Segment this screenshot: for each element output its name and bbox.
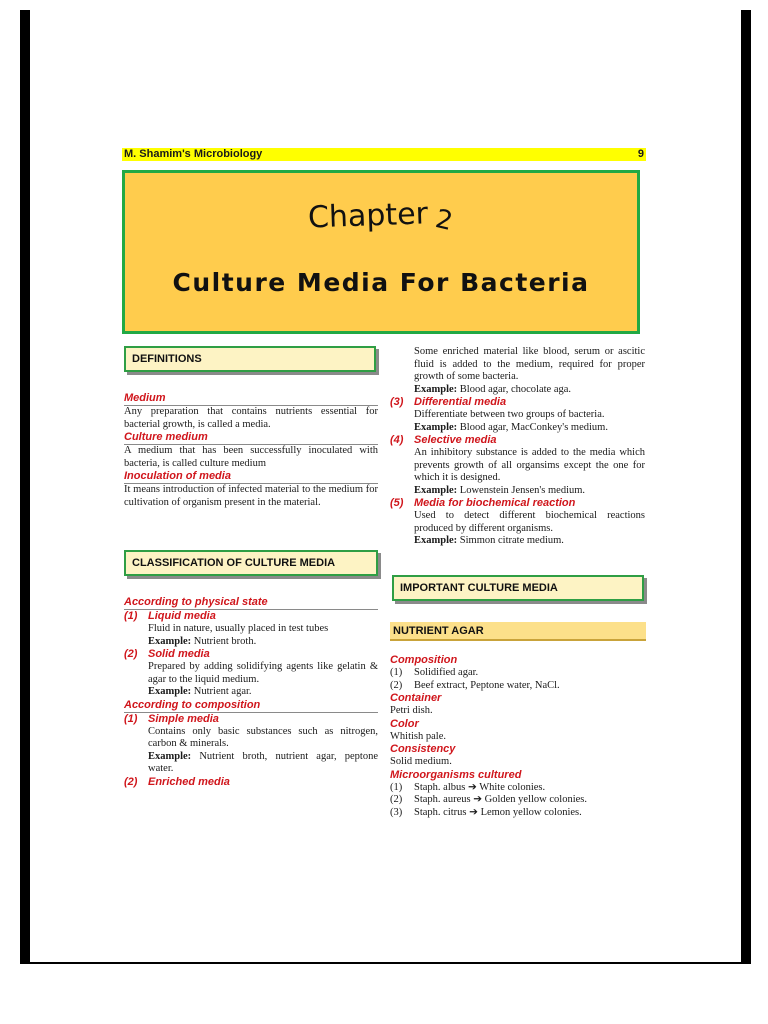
biochemical-media-text: Used to detect different biochemical reactions produced by different organisms.	[414, 510, 645, 534]
consistency-text: Solid medium.	[390, 756, 452, 767]
microorganism-result: Lemon yellow colonies.	[480, 806, 582, 818]
running-header	[122, 148, 646, 161]
biochemical-media-heading	[390, 497, 645, 510]
biochemical-media-example	[390, 535, 645, 548]
solid-media-example	[124, 686, 378, 699]
composition-item	[390, 680, 645, 693]
differential-media-example	[390, 422, 645, 435]
selective-media-heading	[390, 434, 645, 447]
microorganism-num: (2)	[390, 794, 403, 805]
inoculation-text: It means introduction of infected material to the medium for cultivation of organism present in the material.	[124, 484, 378, 508]
differential-media-label: Differential media	[414, 396, 507, 408]
composition-item	[390, 667, 645, 680]
page-border-right	[741, 10, 751, 964]
microorganism-result: Golden yellow colonies.	[484, 794, 587, 805]
book-title: M. Shamim's Microbiology	[124, 148, 263, 160]
simple-example-value: Nutrient broth, nutrient agar, peptone water.	[148, 750, 378, 774]
selective-media-num: (4)	[390, 434, 404, 446]
microorganism-item	[390, 782, 645, 795]
liquid-example-value: Nutrient broth.	[191, 635, 257, 647]
solid-media-heading	[124, 648, 378, 661]
enriched-media-num: (2)	[124, 775, 138, 788]
enriched-media-text: Some enriched material like blood, serum or ascitic fluid is added to the medium, required for proper growth of some bacteria.	[414, 346, 645, 382]
arrow-icon: ➔	[473, 794, 483, 805]
liquid-media-text: Fluid in nature, usually placed in test tubes	[148, 623, 329, 634]
selective-media-text: An inhibitory substance is added to the media which prevents growth of all organsims except the one for which it is designed.	[414, 447, 645, 483]
chapter-number: 2	[432, 204, 456, 238]
nutrient-agar-title: NUTRIENT AGAR	[390, 622, 646, 641]
composition-item-num: (2)	[390, 679, 403, 691]
composition-item-text: Solidified agar.	[414, 667, 479, 678]
simple-media-heading	[124, 713, 378, 726]
selective-media-label: Selective media	[414, 434, 497, 446]
composition-heading: According to composition	[124, 699, 378, 713]
composition-item-text: Beef extract, Peptone water, NaCl.	[414, 679, 560, 691]
microorganism-name: Staph. albus	[414, 781, 466, 793]
color-text: Whitish pale.	[390, 730, 446, 742]
enriched-media-heading	[124, 776, 378, 789]
culture-medium-heading: Culture medium	[124, 431, 378, 445]
simple-media-text: Contains only basic substances such as nitrogen, carbon & minerals.	[148, 725, 378, 749]
microorganisms-heading: Microorganisms cultured	[390, 768, 522, 781]
solid-media-label: Solid media	[148, 648, 210, 660]
medium-heading: Medium	[124, 392, 378, 406]
microorganism-name: Staph. aureus	[414, 794, 471, 805]
color-heading: Color	[390, 717, 419, 730]
solid-example-label: Example:	[148, 686, 192, 697]
solid-media-text: Prepared by adding solidifying agents like gelatin & agar to the liquid medium.	[148, 661, 378, 685]
definitions-section	[124, 392, 378, 509]
biochemical-example-value: Simmon citrate medium.	[457, 535, 564, 546]
differential-example-label: Example:	[414, 421, 458, 433]
simple-example-label: Example:	[148, 750, 192, 762]
solid-example-value: Nutrient agar.	[191, 686, 252, 697]
differential-media-heading	[390, 396, 645, 409]
liquid-media-heading	[124, 610, 378, 623]
definitions-box: DEFINITIONS	[124, 346, 376, 372]
page-border-left	[20, 10, 30, 964]
composition-subheading: Composition	[390, 654, 458, 666]
composition-continued	[390, 346, 645, 548]
simple-media-num: (1)	[124, 712, 138, 725]
page-number: 9	[637, 148, 644, 160]
chapter-word: Chapter	[307, 196, 429, 236]
differential-example-value: Blood agar, MacConkey's medium.	[457, 421, 608, 433]
biochemical-media-num: (5)	[390, 497, 404, 509]
microorganism-name: Staph. citrus	[414, 806, 467, 818]
biochemical-media-label: Media for biochemical reaction	[414, 497, 576, 509]
composition-item-num: (1)	[390, 667, 403, 678]
differential-media-text: Differentiate between two groups of bacteria.	[414, 409, 605, 420]
nutrient-agar-section	[390, 654, 645, 819]
microorganism-result: White colonies.	[479, 781, 546, 793]
chapter-banner	[122, 170, 640, 334]
selective-example-label: Example:	[414, 484, 458, 496]
inoculation-heading: Inoculation of media	[124, 470, 378, 484]
simple-media-example	[124, 751, 378, 776]
enriched-example-value: Blood agar, chocolate aga.	[457, 383, 572, 395]
culture-medium-text: A medium that has been successfully inoculated with bacteria, is called culture medium	[124, 445, 378, 469]
simple-media-label: Simple media	[148, 712, 219, 725]
microorganism-num: (3)	[390, 806, 403, 818]
selective-example-value: Lowenstein Jensen's medium.	[457, 484, 586, 496]
enriched-media-label: Enriched media	[148, 775, 230, 788]
chapter-title: Culture Media For Bacteria	[172, 268, 590, 297]
liquid-example-label: Example:	[148, 635, 192, 647]
container-heading: Container	[390, 692, 442, 704]
selective-media-example	[390, 485, 645, 498]
classification-box: CLASSIFICATION OF CULTURE MEDIA	[124, 550, 378, 576]
classification-section	[124, 596, 378, 789]
container-text: Petri dish.	[390, 705, 433, 716]
liquid-media-label: Liquid media	[148, 610, 216, 622]
liquid-media-example	[124, 636, 378, 649]
enriched-example-label: Example:	[414, 383, 458, 395]
page-border-bottom	[20, 962, 751, 964]
solid-media-num: (2)	[124, 648, 138, 660]
chapter-label	[125, 189, 638, 242]
differential-media-num: (3)	[390, 396, 404, 408]
physical-state-heading: According to physical state	[124, 596, 378, 610]
enriched-media-example	[390, 384, 645, 397]
arrow-icon: ➔	[469, 806, 478, 818]
microorganism-num: (1)	[390, 781, 403, 793]
consistency-heading: Consistency	[390, 743, 456, 755]
arrow-icon: ➔	[467, 781, 477, 793]
important-media-box: IMPORTANT CULTURE MEDIA	[392, 575, 644, 601]
microorganism-item	[390, 807, 645, 820]
medium-text: Any preparation that contains nutrients essential for bacterial growth, is called a media.	[124, 406, 378, 430]
microorganism-item	[390, 794, 645, 807]
biochemical-example-label: Example:	[414, 535, 458, 546]
liquid-media-num: (1)	[124, 610, 138, 622]
